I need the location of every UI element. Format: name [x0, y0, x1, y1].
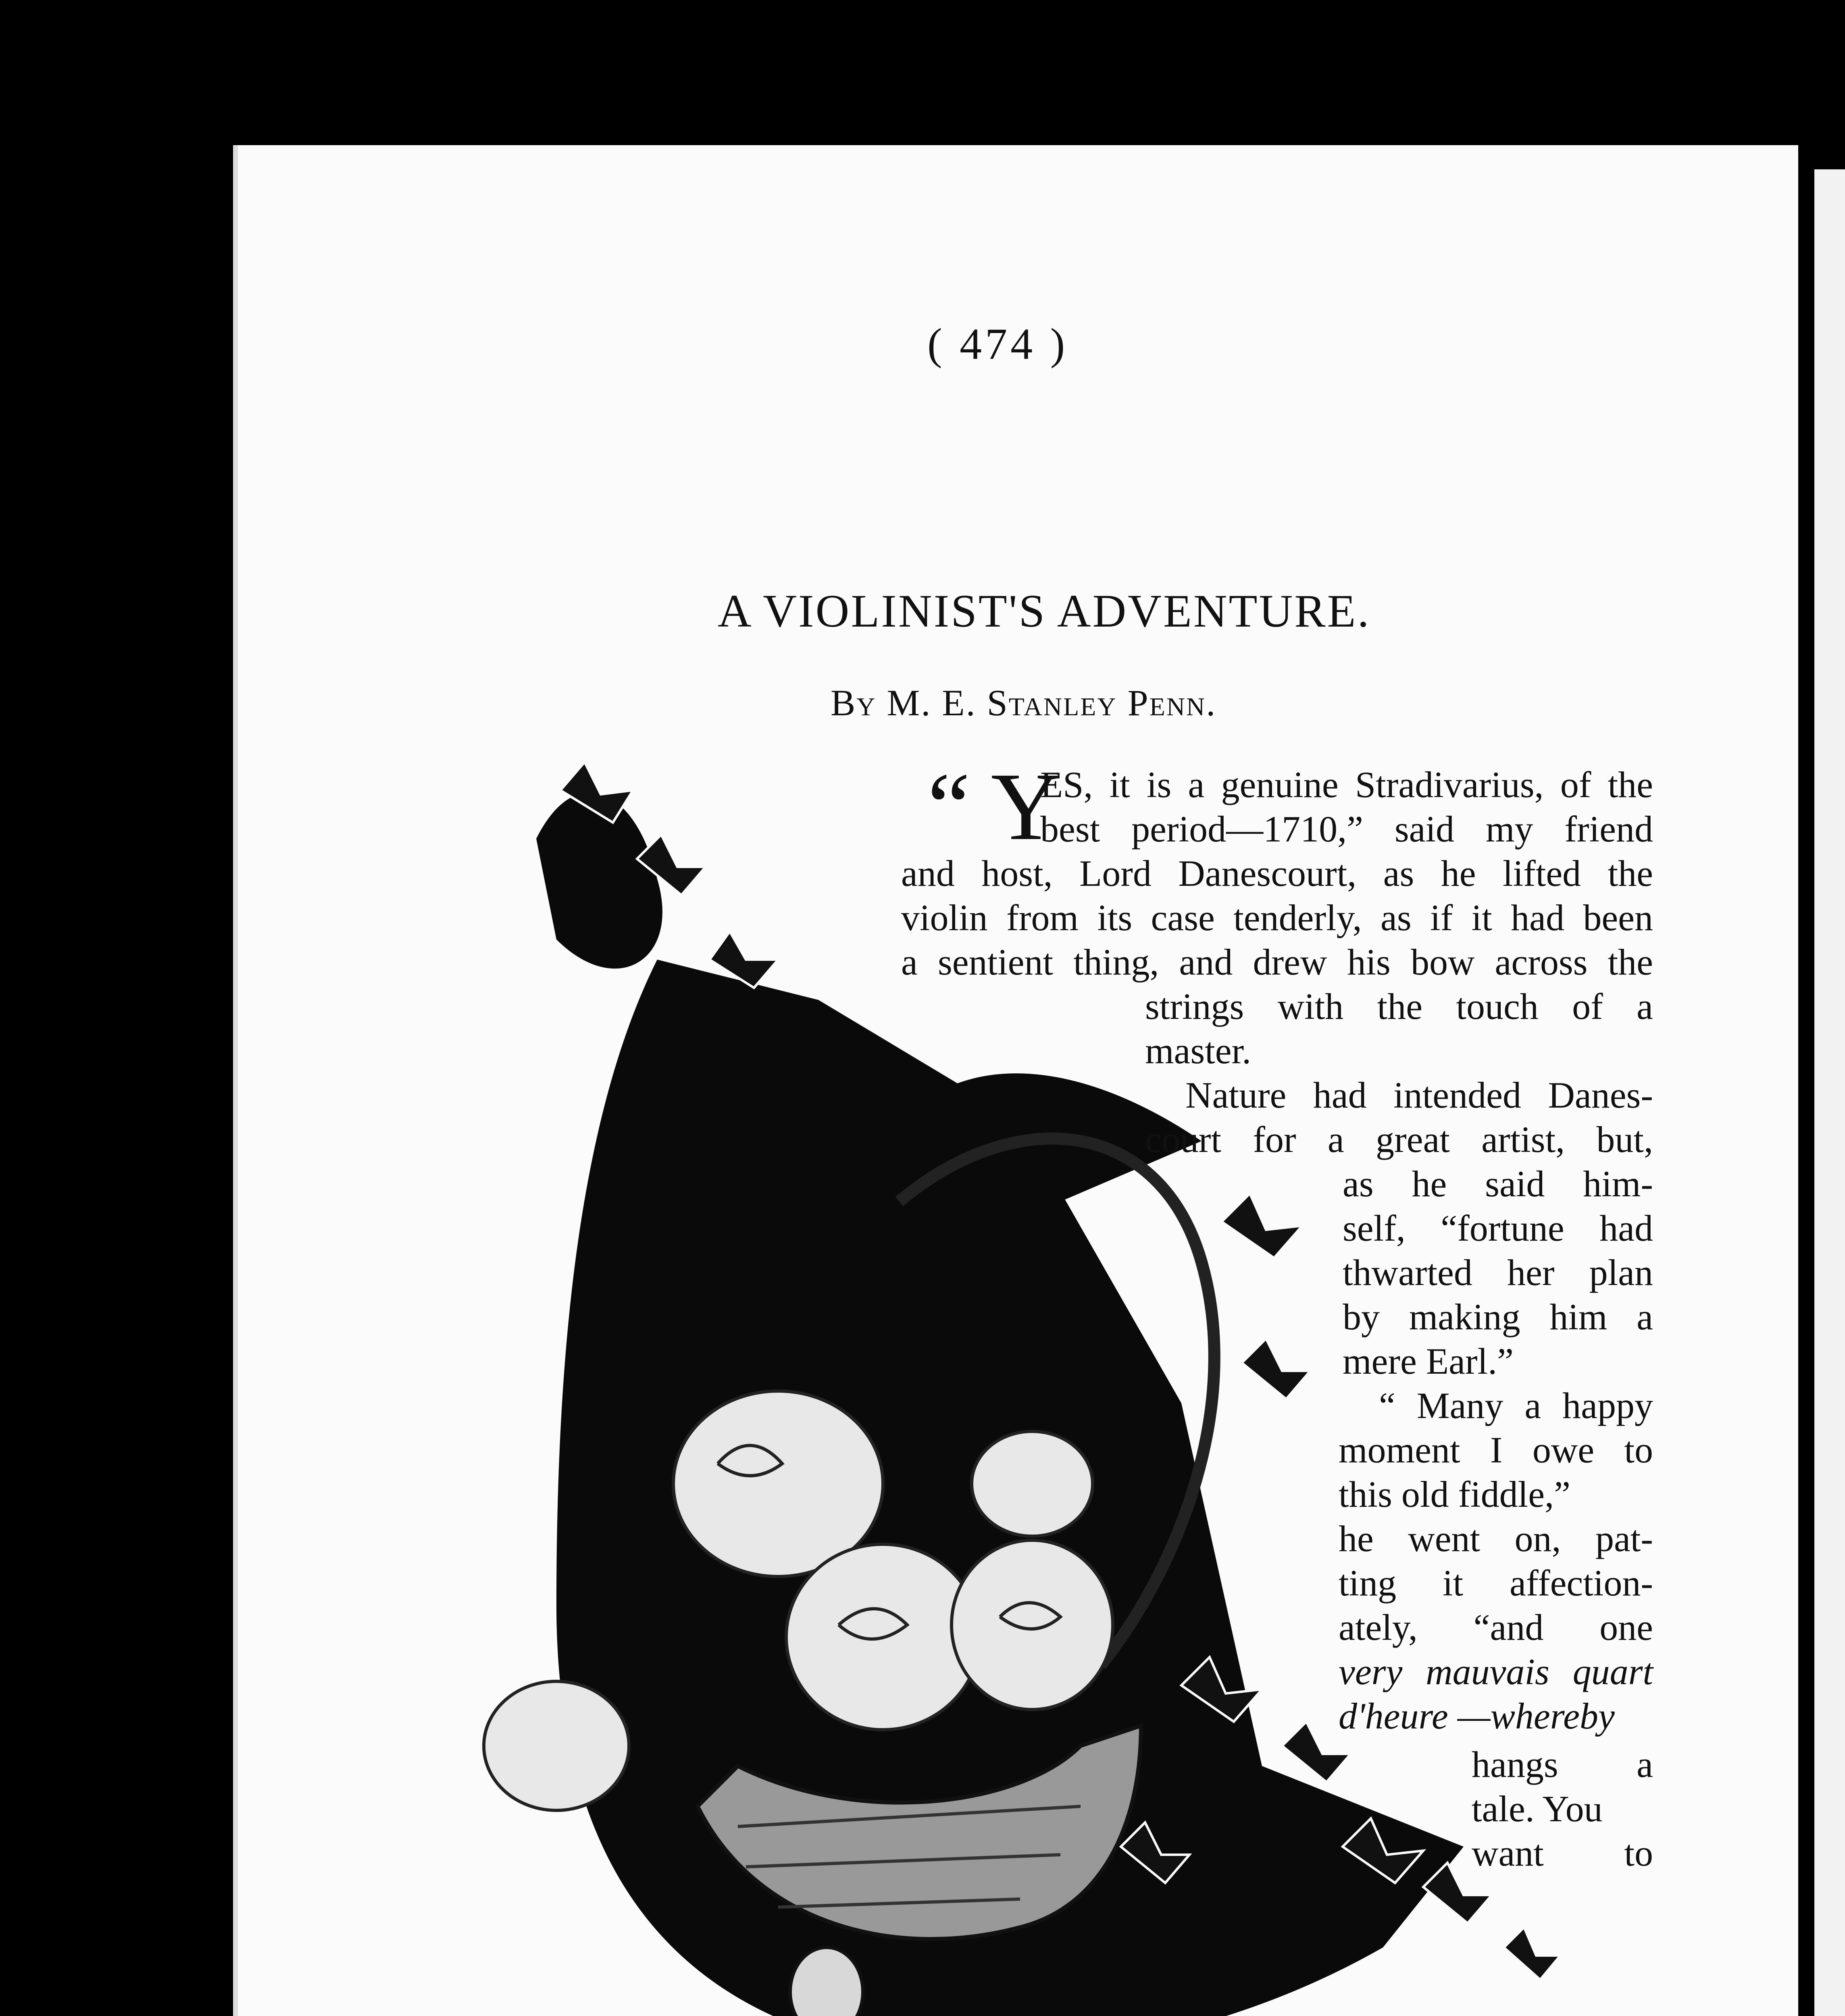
text-line: a sentient thing, and drew his bow across the — [901, 941, 1653, 983]
text-line: hangs a — [1472, 1744, 1653, 1785]
text-line: best period—1710,” said my friend — [1040, 808, 1653, 850]
text-line: and host, Lord Danescourt, as he lifted the — [901, 853, 1653, 894]
text-line: self, “fortune had — [1343, 1208, 1653, 1249]
text-line: want to — [1472, 1833, 1653, 1874]
text-line: “ Many a happy — [1379, 1385, 1653, 1426]
next-page-edge — [1802, 169, 1845, 2016]
byline: By M. E. Stanley Penn. — [831, 682, 1217, 723]
page-number: ( 474 ) — [927, 319, 1068, 369]
text-line: thwarted her plan — [1343, 1252, 1653, 1293]
text-line: he went on, pat- — [1339, 1518, 1653, 1559]
text-line: this old fiddle,” — [1339, 1474, 1570, 1515]
text-line: tale. You — [1472, 1788, 1603, 1829]
article-title: A VIOLINIST'S ADVENTURE. — [718, 585, 1371, 637]
text-line: mere Earl.” — [1343, 1341, 1514, 1382]
rosebud — [790, 1947, 863, 2016]
text-line: by making him a — [1343, 1296, 1653, 1337]
text-line-italic: very mauvais quart — [1339, 1651, 1653, 1692]
text-line: ately, “and one — [1339, 1607, 1653, 1648]
text-line: moment I owe to — [1339, 1429, 1653, 1470]
text-line: ting it affection- — [1339, 1562, 1653, 1604]
text-line: court for a great artist, but, — [1145, 1119, 1653, 1160]
drop-cap: “ Y — [927, 753, 1061, 860]
text-line: violin from its case tenderly, as if it had been — [901, 897, 1653, 938]
text-line: master. — [1145, 1030, 1252, 1071]
text-line: strings with the touch of a — [1145, 986, 1653, 1027]
text-line-italic: d'heure —whereby — [1339, 1695, 1615, 1737]
text-line: ES, it is a genuine Stradivarius, of the — [1040, 764, 1653, 805]
text-line: as he said him- — [1343, 1163, 1653, 1204]
text-line: Nature had intended Danes- — [1185, 1075, 1653, 1116]
